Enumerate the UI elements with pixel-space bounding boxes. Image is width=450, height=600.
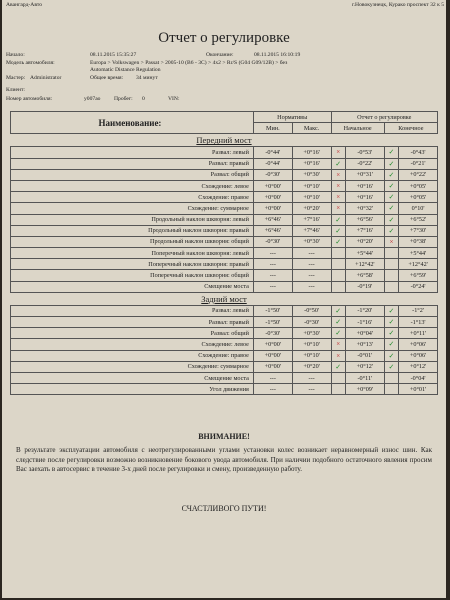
final-status-icon: × [384,236,398,247]
row-name: Развал: левый [11,305,254,316]
initial-value: +0°31' [345,169,384,180]
initial-value: -0°53' [345,147,384,158]
max-value: --- [292,259,331,270]
final-value: +0°38' [399,236,438,247]
initial-value: +0°16' [345,192,384,203]
row-name: Схождение: суммарное [11,361,254,372]
initial-status-icon: × [331,192,345,203]
row-name: Продольный наклон шкворня: общий [11,236,254,247]
max-value: +0°20' [292,361,331,372]
final-value: +5°44' [399,248,438,259]
model-label: Модель автомобиля: [6,60,55,66]
final-status-icon: ✓ [384,339,398,350]
initial-value: +6°56' [345,214,384,225]
page-title: Отчет о регулировке [158,30,290,46]
min-header: Мин. [253,123,292,134]
initial-value: -0°22' [345,158,384,169]
row-name: Развал: общий [11,169,254,180]
min-value: +0°00' [253,180,292,191]
row-name: Развал: общий [11,328,254,339]
initial-status-icon: ✓ [331,305,345,316]
initial-value: +0°09' [345,384,384,395]
max-value: +7°16' [292,214,331,225]
min-value: +0°00' [253,361,292,372]
rear-axle-section [11,292,438,395]
model-value: Europa > Volkswagen > Passat > 2005-10 (B6 - 3C) > 4x2 > Rr/S (G04 G09/12B) > без [90,60,288,66]
max-value: --- [292,248,331,259]
initial-value: -0°01' [345,350,384,361]
max-value: --- [292,270,331,281]
min-value: +0°00' [253,350,292,361]
norm-header: Нормативы [253,112,331,123]
initial-status-icon: × [331,180,345,191]
table-row [11,361,438,372]
initial-value: -1°20' [345,305,384,316]
final-value: +6°59' [399,270,438,281]
final-value: +0°11' [399,328,438,339]
total-time-value: 34 минут [136,75,158,81]
row-name: Развал: правый [11,158,254,169]
model-value-line2: Automatic Distance Regulation [90,67,161,73]
max-value: +0°10' [292,180,331,191]
table-row [11,259,438,270]
max-value: -0°50' [292,305,331,316]
initial-status-icon [331,248,345,259]
final-status-icon: ✓ [384,361,398,372]
final-value: +0°06' [399,339,438,350]
max-value: +0°10' [292,339,331,350]
min-value: -0°44' [253,158,292,169]
initial-value: +0°13' [345,339,384,350]
max-value: +0°20' [292,203,331,214]
final-status-icon: ✓ [384,169,398,180]
initial-value: +0°20' [345,236,384,247]
table-row [11,147,438,158]
final-value: +6°52' [399,214,438,225]
table-row [11,350,438,361]
initial-value: +0°16' [345,180,384,191]
final-status-icon: ✓ [384,158,398,169]
table-row [11,384,438,395]
table-row [11,305,438,316]
max-value: +0°10' [292,192,331,203]
final-value: -1°2' [399,305,438,316]
row-name: Смещение моста [11,281,254,292]
final-value: +12°42' [399,259,438,270]
company-name: Авангард-Авто [6,2,43,8]
table-row [11,270,438,281]
final-value: +0°06' [399,350,438,361]
final-status-icon [384,259,398,270]
initial-status-icon: ✓ [331,328,345,339]
final-status-icon: ✓ [384,350,398,361]
row-name: Схождение: левое [11,339,254,350]
final-value: +0°01' [399,384,438,395]
table-row [11,158,438,169]
master-value: Administrator [30,75,62,81]
initial-status-icon: ✓ [331,214,345,225]
final-value: +7°30' [399,225,438,236]
row-name: Поперечный наклон шкворня: левый [11,248,254,259]
max-value: +0°16' [292,147,331,158]
table-row [11,225,438,236]
mileage-value: 0 [142,96,145,102]
table-row [11,248,438,259]
table-row [11,169,438,180]
table-row [11,281,438,292]
final-value: 0°10' [399,203,438,214]
final-status-icon [384,248,398,259]
alignment-table [10,111,438,395]
initial-value: +0°04' [345,328,384,339]
min-value: +6°46' [253,225,292,236]
max-value: +0°16' [292,158,331,169]
initial-value: +0°12' [345,361,384,372]
final-status-icon [384,270,398,281]
min-value: --- [253,384,292,395]
min-value: --- [253,259,292,270]
min-value: --- [253,248,292,259]
min-value: +0°00' [253,203,292,214]
final-status-icon: ✓ [384,192,398,203]
max-value: --- [292,281,331,292]
final-status-icon: ✓ [384,328,398,339]
report-sheet [2,0,446,598]
initial-status-icon: ✓ [331,158,345,169]
final-value: -0°21' [399,158,438,169]
final-status-icon: ✓ [384,203,398,214]
table-row [11,203,438,214]
row-name: Поперечный наклон шкворня: общий [11,270,254,281]
max-header: Макс. [292,123,331,134]
max-value: --- [292,384,331,395]
initial-value: +6°58' [345,270,384,281]
final-status-icon: ✓ [384,225,398,236]
start-label: Начало: [6,52,25,58]
total-time-label: Общее время: [90,75,124,81]
plate-label: Номер автомобиля: [6,96,53,102]
max-value: +0°30' [292,328,331,339]
front-axle-title: Передний мост [196,135,252,146]
initial-status-icon: ✓ [331,225,345,236]
initial-status-icon: × [331,203,345,214]
company-address: г.Новокузнецк, Курако проспект 32 к 5 [351,2,444,8]
row-name: Угол движения [11,384,254,395]
initial-status-icon: ✓ [331,317,345,328]
max-value: -0°30' [292,317,331,328]
row-name: Схождение: правое [11,192,254,203]
final-status-icon: ✓ [384,317,398,328]
final-value: +0°05' [399,180,438,191]
max-value: +0°10' [292,350,331,361]
min-value: -0°44' [253,147,292,158]
row-name: Схождение: левое [11,180,254,191]
final-value: -0°04' [399,372,438,383]
attention-heading: ВНИМАНИЕ! [198,432,250,441]
initial-value: +0°32' [345,203,384,214]
end-value: 08.11.2015 16:10:19 [254,52,301,58]
final-status-icon: ✓ [384,214,398,225]
plate-value: у007ао [84,96,101,102]
initial-value: -0°11' [345,372,384,383]
initial-status-icon: ✓ [331,361,345,372]
name-header: Наименование: [11,112,254,134]
initial-value: +12°42' [345,259,384,270]
final-status-icon: ✓ [384,180,398,191]
final-header: Конечное [384,123,437,134]
final-value: +0°05' [399,192,438,203]
max-value: +0°30' [292,169,331,180]
final-status-icon [384,372,398,383]
row-name: Развал: правый [11,317,254,328]
min-value: -0°30' [253,328,292,339]
footer-paragraph: В результате эксплуатации автомобиля с неотрегулированными углами установки колес возникает неравномерный износ шин. Как следствие после регулировки возможно возникновение бокового увода автомобиля. При наличии подобного остаточного явления просим Вас заехать в автосервис в течение 3-х дней после регулировки и смену, произведенную работу. [16,446,432,474]
final-value: +0°22' [399,169,438,180]
initial-value: -0°19' [345,281,384,292]
row-name: Схождение: суммарное [11,203,254,214]
table-row [11,214,438,225]
min-value: -1°50' [253,317,292,328]
final-status-icon [384,281,398,292]
row-name: Смещение моста [11,372,254,383]
min-value: +6°46' [253,214,292,225]
table-row [11,328,438,339]
min-value: --- [253,281,292,292]
final-status-icon: ✓ [384,147,398,158]
min-value: -0°30' [253,169,292,180]
final-status-icon: ✓ [384,305,398,316]
row-name: Развал: левый [11,147,254,158]
final-value: -1°13' [399,317,438,328]
rear-axle-title: Задний мост [201,293,247,304]
max-value: +7°46' [292,225,331,236]
initial-status-icon [331,384,345,395]
initial-status-icon: ✓ [331,236,345,247]
final-value: +0°12' [399,361,438,372]
min-value: +0°00' [253,192,292,203]
min-value: --- [253,372,292,383]
min-value: -0°30' [253,236,292,247]
min-value: --- [253,270,292,281]
table-row [11,317,438,328]
initial-status-icon [331,372,345,383]
initial-status-icon: × [331,147,345,158]
final-value: -0°43' [399,147,438,158]
initial-value: -1°16' [345,317,384,328]
initial-status-icon [331,259,345,270]
table-row [11,192,438,203]
row-name: Схождение: правое [11,350,254,361]
initial-status-icon [331,281,345,292]
mileage-label: Пробег: [114,96,133,102]
table-row [11,372,438,383]
client-label: Клиент: [6,87,25,93]
min-value: +0°00' [253,339,292,350]
front-axle-section [11,134,438,292]
table-row [11,180,438,191]
table-row [11,339,438,350]
initial-status-icon [331,270,345,281]
initial-status-icon: × [331,339,345,350]
report-header: Отчет о регулировке [331,112,437,123]
master-label: Мастер: [6,75,26,81]
max-value: +0°30' [292,236,331,247]
initial-status-icon: × [331,350,345,361]
vin-label: VIN: [168,96,180,102]
max-value: --- [292,372,331,383]
initial-value: +7°16' [345,225,384,236]
initial-header: Начальное [331,123,384,134]
row-name: Поперечный наклон шкворня: правый [11,259,254,270]
final-status-icon [384,384,398,395]
row-name: Продольный наклон шкворня: правый [11,225,254,236]
row-name: Продольный наклон шкворня: левый [11,214,254,225]
min-value: -1°50' [253,305,292,316]
final-value: -0°24' [399,281,438,292]
farewell-text: СЧАСТЛИВОГО ПУТИ! [181,504,267,513]
initial-value: +5°44' [345,248,384,259]
table-row [11,236,438,247]
end-label: Окончание: [206,52,234,58]
start-value: 08.11.2015 15:35:27 [90,52,137,58]
initial-status-icon: × [331,169,345,180]
